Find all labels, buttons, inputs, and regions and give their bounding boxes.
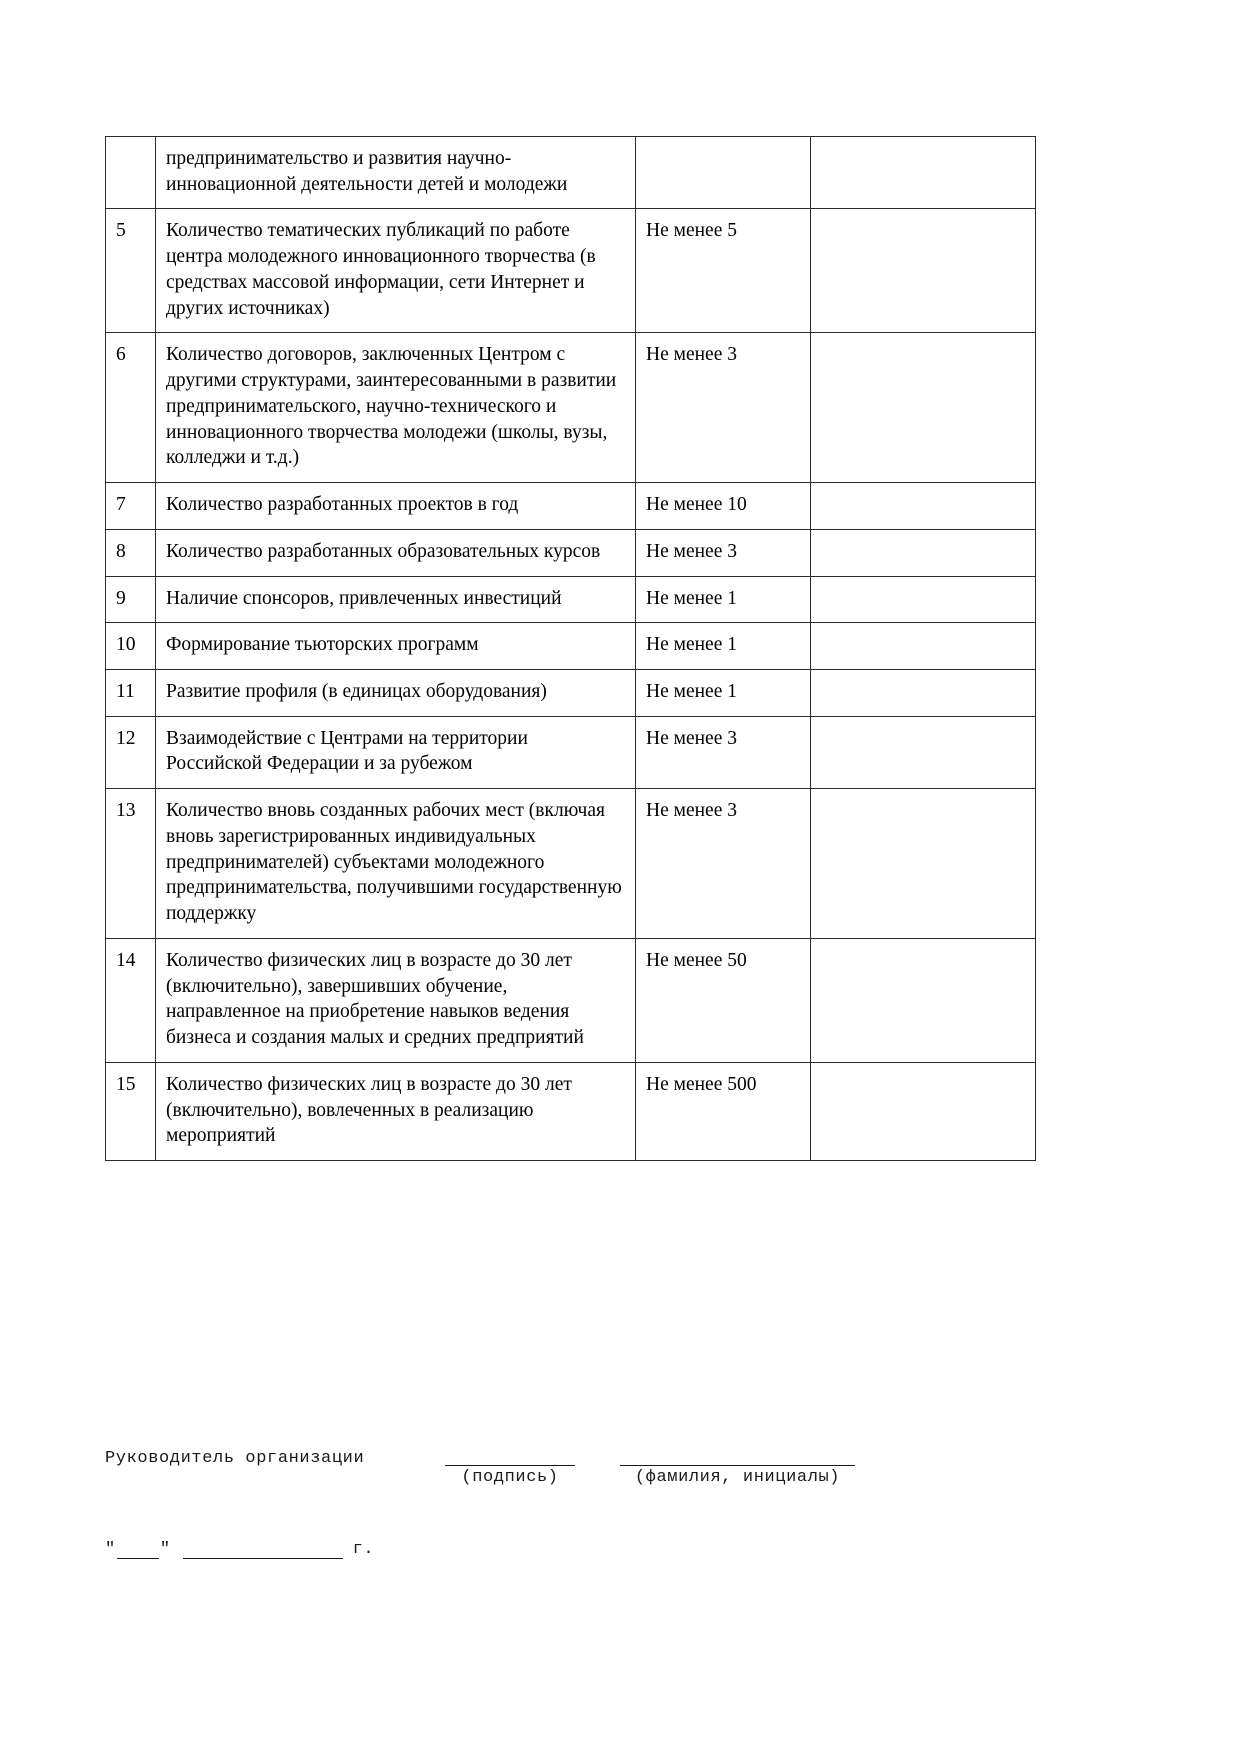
row-number <box>106 137 156 209</box>
row-target-value: Не менее 50 <box>636 938 811 1062</box>
date-row <box>105 1540 374 1559</box>
date-quote-close: " <box>159 1540 171 1559</box>
signatory-name-caption: (фамилия, инициалы) <box>634 1468 841 1487</box>
row-target-value: Не менее 1 <box>636 623 811 670</box>
row-description: Количество физических лиц в возрасте до 30 лет (включительно), вовлеченных в реализацию мероприятий <box>156 1062 636 1160</box>
row-fact-value[interactable] <box>811 529 1036 576</box>
table-row <box>106 483 1036 530</box>
row-target-value: Не менее 3 <box>636 716 811 788</box>
row-description: Количество тематических публикаций по работе центра молодежного инновационного творчества (в средствах массовой информации, сети Интернет и других источниках) <box>156 209 636 333</box>
row-description: Наличие спонсоров, привлеченных инвестиций <box>156 576 636 623</box>
row-description: Взаимодействие с Центрами на территории Российской Федерации и за рубежом <box>156 716 636 788</box>
row-fact-value[interactable] <box>811 716 1036 788</box>
table-row <box>106 670 1036 717</box>
row-fact-value[interactable] <box>811 333 1036 483</box>
row-target-value: Не менее 3 <box>636 789 811 939</box>
table-row <box>106 789 1036 939</box>
row-number: 12 <box>106 716 156 788</box>
row-number: 7 <box>106 483 156 530</box>
table-row <box>106 209 1036 333</box>
table-row <box>106 716 1036 788</box>
row-target-value: Не менее 3 <box>636 529 811 576</box>
signature-field <box>445 1445 575 1487</box>
row-target-value: Не менее 3 <box>636 333 811 483</box>
table-row <box>106 1062 1036 1160</box>
row-number: 13 <box>106 789 156 939</box>
row-number: 9 <box>106 576 156 623</box>
row-target-value: Не менее 1 <box>636 576 811 623</box>
table-row <box>106 529 1036 576</box>
row-number: 15 <box>106 1062 156 1160</box>
row-number: 8 <box>106 529 156 576</box>
signature-blank-line[interactable] <box>445 1445 575 1466</box>
signature-row <box>105 1445 1040 1501</box>
row-fact-value[interactable] <box>811 938 1036 1062</box>
row-description: предпринимательство и развития научно-инновационной деятельности детей и молодежи <box>156 137 636 209</box>
row-target-value <box>636 137 811 209</box>
table-row <box>106 576 1036 623</box>
row-description: Количество физических лиц в возрасте до 30 лет (включительно), завершивших обучение, направленное на приобретение навыков ведения бизнеса и создания малых и средних предприятий <box>156 938 636 1062</box>
signature-caption: (подпись) <box>461 1468 559 1487</box>
row-target-value: Не менее 5 <box>636 209 811 333</box>
date-quote-open: " <box>105 1540 116 1559</box>
row-fact-value[interactable] <box>811 670 1036 717</box>
table-row <box>106 938 1036 1062</box>
table-row <box>106 333 1036 483</box>
row-fact-value[interactable] <box>811 789 1036 939</box>
row-target-value: Не менее 1 <box>636 670 811 717</box>
row-fact-value[interactable] <box>811 483 1036 530</box>
row-description: Формирование тьюторских программ <box>156 623 636 670</box>
row-description: Развитие профиля (в единицах оборудования) <box>156 670 636 717</box>
row-number: 10 <box>106 623 156 670</box>
signature-block <box>105 1445 1040 1559</box>
row-fact-value[interactable] <box>811 576 1036 623</box>
indicator-table <box>105 136 1036 1161</box>
row-fact-value[interactable] <box>811 623 1036 670</box>
row-fact-value[interactable] <box>811 137 1036 209</box>
signature-role-label: Руководитель организации <box>105 1449 365 1468</box>
row-fact-value[interactable] <box>811 1062 1036 1160</box>
table-row <box>106 623 1036 670</box>
row-description: Количество разработанных проектов в год <box>156 483 636 530</box>
row-target-value: Не менее 500 <box>636 1062 811 1160</box>
date-day-blank[interactable] <box>117 1543 159 1559</box>
row-target-value: Не менее 10 <box>636 483 811 530</box>
signatory-name-blank-line[interactable] <box>620 1445 855 1466</box>
row-description: Количество вновь созданных рабочих мест (включая вновь зарегистрированных индивидуальных предпринимателей) субъектами молодежного предпринимательства, получившими государственную поддержку <box>156 789 636 939</box>
row-number: 6 <box>106 333 156 483</box>
row-number: 11 <box>106 670 156 717</box>
date-month-year-blank[interactable] <box>183 1543 343 1559</box>
indicator-table-body <box>106 137 1036 1161</box>
row-description: Количество договоров, заключенных Центром с другими структурами, заинтересованными в развитии предпринимательского, научно-технического и инновационного творчества молодежи (школы, вузы, колледжи и т.д.) <box>156 333 636 483</box>
table-row <box>106 137 1036 209</box>
row-number: 14 <box>106 938 156 1062</box>
signatory-name-field <box>620 1445 855 1487</box>
date-year-suffix: г. <box>352 1540 375 1559</box>
row-fact-value[interactable] <box>811 209 1036 333</box>
row-description: Количество разработанных образовательных курсов <box>156 529 636 576</box>
row-number: 5 <box>106 209 156 333</box>
